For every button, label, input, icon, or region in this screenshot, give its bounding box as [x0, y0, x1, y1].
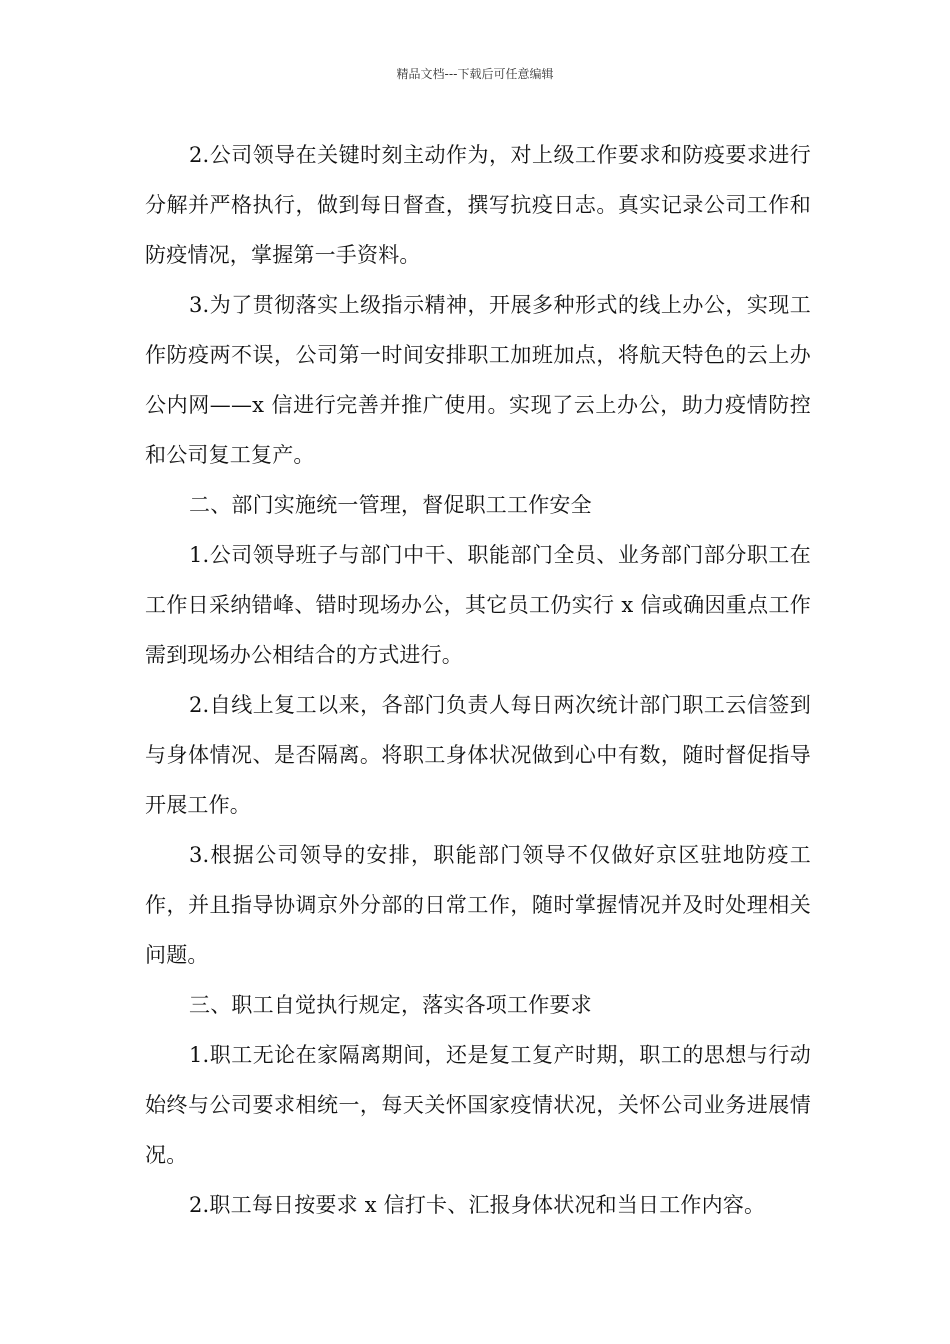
paragraph-item-2: 2.公司领导在关键时刻主动作为，对上级工作要求和防疫要求进行分解并严格执行，做到每日督查，撰写抗疫日志。真实记录公司工作和防疫情况，掌握第一手资料。 — [145, 143, 811, 267]
paragraph-item-1: 1.公司领导班子与部门中干、职能部门全员、业务部门部分职工在工作日采纳错峰、错时现场办公，其它员工仍实行 x 信或确因重点工作需到现场办公相结合的方式进行。 — [145, 543, 811, 667]
section-heading-3: 三、职工自觉执行规定，落实各项工作要求 — [189, 993, 592, 1017]
paragraph-item-2: 2.职工每日按要求 x 信打卡、汇报身体状况和当日工作内容。 — [189, 1193, 766, 1217]
paragraph-item-3: 3.根据公司领导的安排，职能部门领导不仅做好京区驻地防疫工作，并且指导协调京外分部的日常工作，随时掌握情况并及时处理相关问题。 — [145, 843, 811, 967]
document-body — [145, 130, 811, 1230]
section-heading-2: 二、部门实施统一管理，督促职工工作安全 — [189, 493, 592, 517]
page-header: 精品文档---下载后可任意编辑 — [396, 67, 554, 81]
paragraph-item-3: 3.为了贯彻落实上级指示精神，开展多种形式的线上办公，实现工作防疫两不误，公司第一时间安排职工加班加点，将航天特色的云上办公内网——x 信进行完善并推广使用。实现了云上办公，助力疫情防控和公司复工复产。 — [145, 293, 811, 467]
paragraph-item-2: 2.自线上复工以来，各部门负责人每日两次统计部门职工云信签到与身体情况、是否隔离。将职工身体状况做到心中有数，随时督促指导开展工作。 — [145, 693, 811, 817]
paragraph-item-1: 1.职工无论在家隔离期间，还是复工复产时期，职工的思想与行动始终与公司要求相统一，每天关怀国家疫情状况，关怀公司业务进展情况。 — [145, 1043, 811, 1167]
